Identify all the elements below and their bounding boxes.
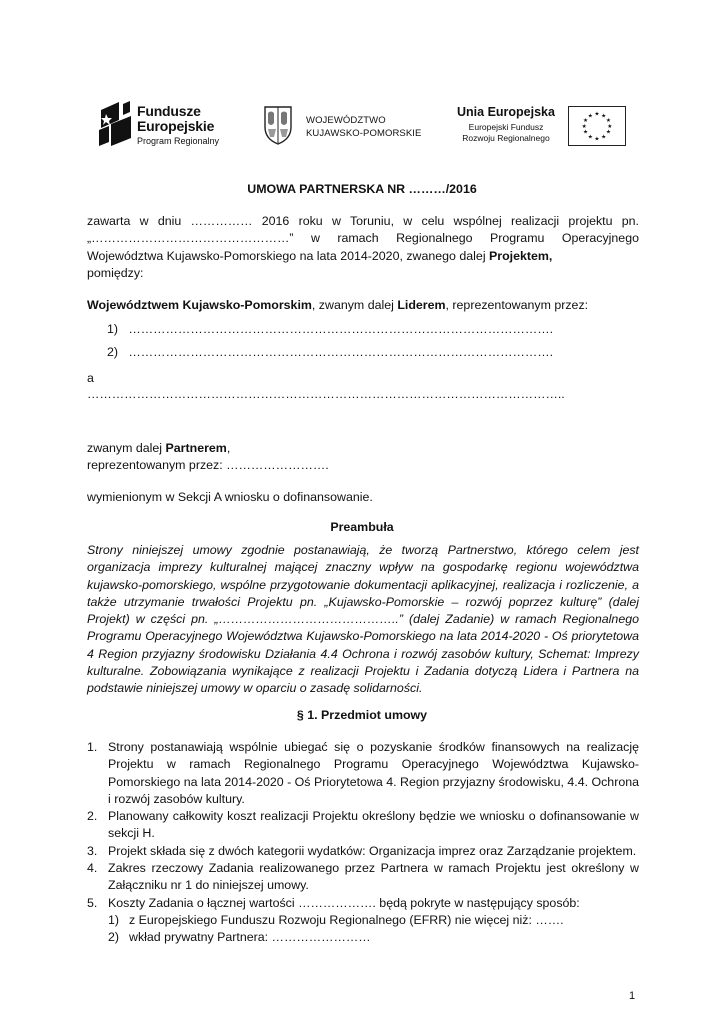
leader-term: Liderem bbox=[397, 298, 446, 312]
list-item-number: 5. bbox=[87, 895, 98, 910]
svg-text:★: ★ bbox=[601, 134, 607, 141]
logo-bar bbox=[0, 0, 724, 160]
svg-text:★: ★ bbox=[594, 136, 600, 143]
intro-text: zawarta w dniu …………… 2016 roku w Toruniu, w celu wspólnej realizacji projektu pn. „…………………………………………” w ramach Regionalnego Programu Operacyjnego Województwa Kujawsko-Pomorskiego na lata 2014-2020, zwanego dalej bbox=[87, 214, 639, 263]
svg-text:★: ★ bbox=[583, 129, 589, 136]
list-item-number: 4. bbox=[87, 861, 98, 876]
svg-text:★: ★ bbox=[583, 118, 589, 125]
ue-logo-line2: Europejski Fundusz bbox=[468, 122, 544, 132]
section-1-list bbox=[87, 739, 639, 947]
representative-1-blank: …………………………………………………………………………………………. bbox=[128, 322, 554, 336]
representative-1 bbox=[107, 322, 553, 336]
list-item bbox=[87, 808, 639, 843]
list-item-number: 2. bbox=[87, 809, 98, 824]
list-item bbox=[87, 843, 639, 860]
party1-name: Województwem Kujawsko-Pomorskim bbox=[87, 298, 312, 312]
partner-called-text: zwanym dalej bbox=[87, 441, 166, 455]
coat-of-arms-icon bbox=[262, 103, 294, 145]
party1-called: , zwanym dalej bbox=[311, 298, 398, 312]
fundusze-europejskie-logo bbox=[97, 100, 237, 150]
sekcja-a-line: wymienionym w Sekcji A wniosku o dofinansowanie. bbox=[87, 490, 373, 504]
fe-logo-line3: Program Regionalny bbox=[137, 136, 220, 146]
representative-1-number: 1) bbox=[107, 322, 119, 336]
list-item-text: Koszty Zadania o łącznej wartości ………………. będą pokryte w następujący sposób: bbox=[108, 895, 580, 910]
and-connector: a bbox=[87, 371, 94, 385]
unia-europejska-logo bbox=[452, 105, 632, 150]
list-item bbox=[87, 860, 639, 895]
party1-paragraph bbox=[87, 297, 639, 314]
section-1-heading: § 1. Przedmiot umowy bbox=[296, 708, 428, 722]
svg-text:★: ★ bbox=[587, 113, 593, 120]
list-item-number: 1. bbox=[87, 740, 98, 754]
fe-logo-line2: Europejskie bbox=[137, 118, 215, 134]
list-item-text: Strony postanawiają wspólnie ubiegać się o pozyskanie środków finansowych na realizację Projektu w ramach Regionalnego Programu Operacyjnego Województwa Kujawsko-Pomorskiego na lata 2014-2020 - Oś Priorytetowa 4. Region przyjazny środowisku, 4.4. Ochrona i rozwój zasobów kultury. bbox=[108, 740, 640, 806]
preamble-text: Strony niniejszej umowy zgodnie postanawiają, że tworzą Partnerstwo, którego celem jest organizacja imprezy kulturalnej mającej znaczny wpływ na gospodarkę regionu województwa kujawsko-pomorskiego, wspólne przygotowanie dokumentacji aplikacyjnej, realizacja i rozliczenie, a także utrzymanie trwałości Projektu pn. „Kujawsko-Pomorskie – rozwój poprzez kulturę” (dalej Projekt) w części pn. „……………………………………..” (dalej Zadanie) w ramach Regionalnego Programu Operacyjnego Województwa Kujawsko-Pomorskiego na lata 2014-2020 - Oś priorytetowa 4 Region przyjazny środowisku Działania 4.4 Ochrona i rozwój zasobów kultury, Schemat: Imprezy kulturalne. Zobowiązania wynikające z realizacji Projektu i Zadania dotyczą Lidera i Partnera na podstawie niniejszej umowy w oparciu o zasadę solidarności. bbox=[87, 543, 639, 696]
svg-text:★: ★ bbox=[605, 129, 611, 136]
partner-blank: …………………………………………………………………………………………………….. bbox=[87, 387, 565, 401]
sub-list-item-text: wkład prywatny Partnera: …………………… bbox=[129, 930, 371, 945]
svg-text:★: ★ bbox=[601, 113, 607, 120]
sub-list-item bbox=[87, 929, 639, 946]
representative-2-number: 2) bbox=[107, 345, 119, 359]
svg-text:★: ★ bbox=[605, 118, 611, 125]
sub-list-item-number: 2) bbox=[108, 930, 120, 945]
sub-list-item-text: z Europejskiego Funduszu Rozwoju Regionalnego (EFRR) nie więcej niż: ……. bbox=[129, 912, 564, 927]
list-item-text: Projekt składa się z dwóch kategorii wydatków: Organizacja imprez oraz Zarządzanie projektem. bbox=[108, 843, 637, 858]
partner-term: Partnerem bbox=[165, 441, 227, 455]
list-item bbox=[87, 895, 639, 912]
kujawsko-pomorskie-logo bbox=[262, 103, 422, 148]
svg-text:★: ★ bbox=[594, 111, 600, 118]
intro-paragraph bbox=[87, 213, 639, 265]
party1-represented: , reprezentowanym przez: bbox=[445, 298, 589, 312]
partner-comma: , bbox=[226, 441, 231, 455]
intro-between: pomiędzy: bbox=[87, 266, 144, 280]
fe-logo-line1: Fundusze bbox=[137, 103, 201, 119]
list-item bbox=[87, 739, 639, 808]
list-item-number: 3. bbox=[87, 843, 98, 858]
ue-logo-line3: Rozwoju Regionalnego bbox=[462, 133, 550, 143]
fundusze-europejskie-mark-icon bbox=[97, 100, 133, 148]
representative-2-blank: …………………………………………………………………………………………. bbox=[128, 345, 554, 359]
kp-logo-line1: WOJEWÓDZTWO bbox=[306, 115, 386, 126]
sub-list-item bbox=[87, 912, 639, 929]
svg-text:★: ★ bbox=[587, 134, 593, 141]
svg-text:★: ★ bbox=[607, 123, 613, 130]
eu-flag-icon bbox=[568, 106, 626, 146]
preamble-heading: Preambuła bbox=[330, 520, 394, 534]
kp-logo-line2: KUJAWSKO-POMORSKIE bbox=[306, 128, 422, 139]
page-number: 1 bbox=[629, 990, 636, 1002]
representative-2 bbox=[107, 345, 553, 359]
partner-represented-line: reprezentowanym przez: ……………………. bbox=[87, 458, 329, 472]
svg-text:★: ★ bbox=[581, 123, 587, 130]
list-item-text: Zakres rzeczowy Zadania realizowanego przez Partnera w ramach Projektu jest określony w Załączniku nr 1 do niniejszej umowy. bbox=[108, 861, 639, 893]
intro-projekt-term: Projektem, bbox=[489, 248, 553, 263]
contract-title: UMOWA PARTNERSKA NR ………/2016 bbox=[247, 182, 477, 196]
partner-called-line bbox=[87, 440, 639, 457]
list-item-text: Planowany całkowity koszt realizacji Projektu określony będzie we wniosku o dofinansowanie w sekcji H. bbox=[108, 809, 639, 841]
sub-list-item-number: 1) bbox=[108, 912, 120, 927]
ue-logo-line1: Unia Europejska bbox=[457, 105, 555, 119]
